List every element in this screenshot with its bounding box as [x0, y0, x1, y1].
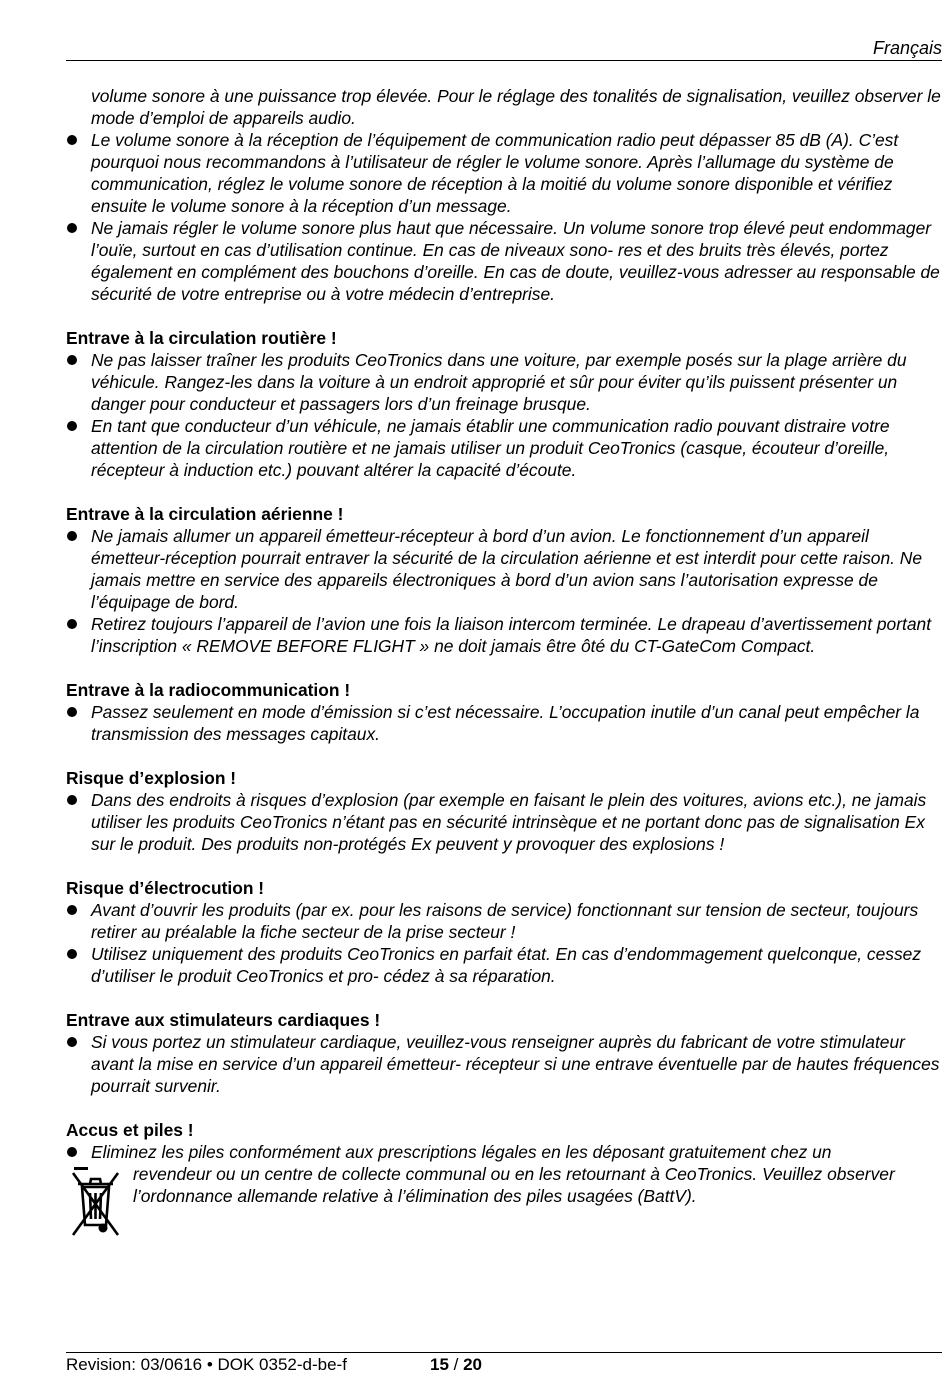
- section-road: [66, 327, 946, 481]
- section-explosion: [66, 767, 946, 855]
- list-item: Avant d’ouvrir les produits (par ex. pour les raisons de service) fonctionnant sur tension de secteur, toujours retirer au préalable la fiche secteur de la prise secteur !: [66, 899, 946, 943]
- bullet-icon: [67, 223, 77, 233]
- list-item: Dans des endroits à risques d’explosion (par exemple en faisant le plein des voitures, avions etc.), ne jamais utiliser les produits CeoTronics n’étant pas en sécurité intrinsèque et ne portant donc pas de signalisation Ex sur le produit. Des produits non-protégés Ex peuvent y provoquer des explosions !: [66, 789, 946, 855]
- bullet-icon: [67, 905, 77, 915]
- section-heading: Accus et piles !: [66, 1120, 194, 1140]
- list-item: Utilisez uniquement des produits CeoTronics en parfait état. En cas d’endommagement quelconque, cessez d’utiliser le produit CeoTronics et pro- cédez à sa réparation.: [66, 943, 946, 987]
- section-heading: Entrave à la circulation routière !: [66, 328, 337, 348]
- bullet-icon: [67, 949, 77, 959]
- page-header: [66, 36, 942, 61]
- section-heading: Risque d’explosion !: [66, 768, 237, 788]
- bullet-icon: [67, 531, 77, 541]
- bullet-icon: [67, 619, 77, 629]
- list-item: Le volume sonore à la réception de l’équipement de communication radio peut dépasser 85 dB (A). C’est pourquoi nous recommandons à l’utilisateur de régler le volume sonore. Après l’allumage du système de communication, réglez le volume sonore de réception à la moitié du volume sonore disponible et vérifiez ensuite le volume sonore à la réception d’un message.: [66, 129, 946, 217]
- list-item: Ne pas laisser traîner les produits CeoTronics dans une voiture, par exemple posés sur la plage arrière du véhicule. Rangez-les dans la voiture à un endroit approprié et sûr pour éviter qu’ils puissent présenter un danger pour conducteur et passagers lors d’un freinage brusque.: [66, 349, 946, 415]
- footer-rule: [66, 1352, 942, 1353]
- revision-label: Revision: 03/0616 • DOK 0352-d-be-f: [66, 1355, 347, 1374]
- section-electrocution: [66, 877, 946, 987]
- bullet-icon: [67, 1037, 77, 1047]
- bullet-icon: [67, 795, 77, 805]
- language-label: Français: [872, 38, 942, 58]
- section-radio: [66, 679, 946, 745]
- intro-continuation: volume sonore à une puissance trop élevée. Pour le réglage des tonalités de signalisation, veuillez observer le mode d’emploi de appareils audio.: [91, 86, 941, 128]
- bullet-icon: [67, 355, 77, 365]
- list-item: Passez seulement en mode d’émission si c’est nécessaire. L’occupation inutile d’un canal peut empêcher la transmission des messages capitaux.: [66, 701, 946, 745]
- section-air: [66, 503, 946, 657]
- section-heading: Entrave à la circulation aérienne !: [66, 504, 344, 524]
- bullet-icon: [67, 421, 77, 431]
- section-heading: Entrave aux stimulateurs cardiaques !: [66, 1010, 381, 1030]
- list-item: En tant que conducteur d’un véhicule, ne jamais établir une communication radio pouvant distraire votre attention de la circulation routière et ne jamais utiliser un produit CeoTronics (casque, écouteur d’oreille, récepteur à induction etc.) pouvant altérer la capacité d’écoute.: [66, 415, 946, 481]
- page-content: [66, 85, 946, 1207]
- bullet-icon: [67, 1147, 77, 1157]
- bullet-icon: [67, 707, 77, 717]
- page-number: 15 / 20: [430, 1355, 483, 1374]
- list-item: Si vous portez un stimulateur cardiaque, veuillez-vous renseigner auprès du fabricant de votre stimulateur avant la mise en service d’un appareil émetteur- récepteur si une entrave éventuelle par de hautes fréquences pourrait survenir.: [66, 1031, 946, 1097]
- list-item: Ne jamais allumer un appareil émetteur-récepteur à bord d’un avion. Le fonctionnement d’un appareil émetteur-réception pourrait entraver la sécurité de la circulation aérienne et est interdit pour cette raison. Ne jamais mettre en service des appareils électroniques à bord d’un avion sans l’autorisation expresse de l’équipage de bord.: [66, 525, 946, 613]
- section-heading: Risque d’électrocution !: [66, 878, 265, 898]
- list-item: Retirez toujours l’appareil de l’avion une fois la liaison intercom terminée. Le drapeau d’avertissement portant l’inscription « REMOVE BEFORE FLIGHT » ne doit jamais être ôté du CT-GateCom Compact.: [66, 613, 946, 657]
- list-item: Ne jamais régler le volume sonore plus haut que nécessaire. Un volume sonore trop élevé peut endommager l’ouïe, surtout en cas d’utilisation continue. En cas de niveaux sono- res et des bruits très élevés, portez également en complément des bouchons d’oreille. En cas de doute, veuillez-vous adresser au responsable de sécurité de votre entreprise ou à votre médecin d’entreprise.: [66, 217, 946, 305]
- section-pacemaker: [66, 1009, 946, 1097]
- section-heading: Entrave à la radiocommunication !: [66, 680, 351, 700]
- section-batteries: [66, 1119, 946, 1207]
- list-item: Eliminez les piles conformément aux prescriptions légales en les déposant gratuitement chez un revendeur ou un centre de collecte communal ou en les retournant à CeoTronics. Veuillez observer l’ordonnance allemande relative à l’élimination des piles usagées (BattV).: [66, 1141, 946, 1207]
- crossed-out-wheelie-bin-icon: [70, 1167, 120, 1239]
- bullet-icon: [67, 135, 77, 145]
